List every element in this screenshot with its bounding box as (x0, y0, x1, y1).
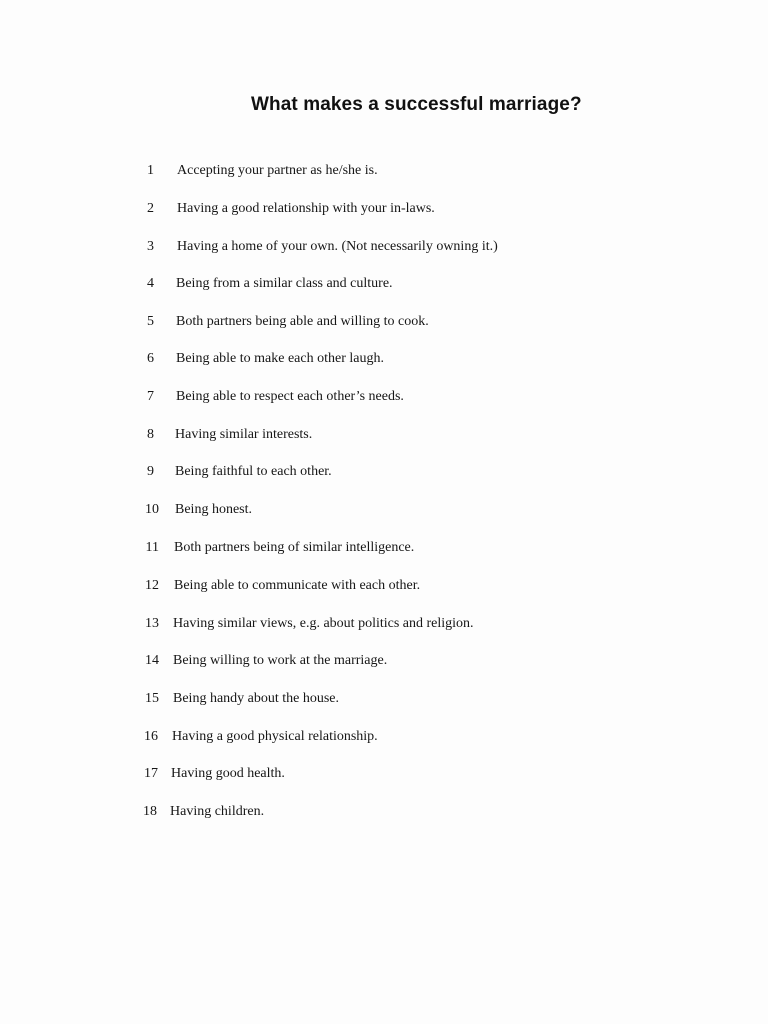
item-text: Being honest. (175, 502, 252, 517)
item-text: Being able to make each other laugh. (176, 351, 384, 366)
item-text: Having children. (170, 804, 265, 819)
item-text: Being willing to work at the marriage. (173, 653, 388, 668)
item-number: 12 (145, 578, 159, 593)
item-text: Accepting your partner as he/she is. (177, 163, 378, 178)
page-title: What makes a successful marriage? (251, 94, 582, 115)
item-text: Having good health. (171, 766, 285, 781)
item-text: Both partners being of similar intelligence. (174, 540, 415, 555)
item-number: 3 (147, 239, 154, 254)
item-text: Having similar views, e.g. about politics and religion. (173, 616, 474, 631)
item-text: Having a good relationship with your in-laws. (177, 201, 435, 216)
item-number: 9 (147, 464, 154, 479)
item-number: 14 (145, 653, 159, 668)
item-number: 6 (147, 351, 154, 366)
item-number: 1 (147, 163, 154, 178)
item-text: Being from a similar class and culture. (176, 276, 393, 291)
item-number: 16 (144, 729, 158, 744)
item-text: Being faithful to each other. (175, 464, 332, 479)
item-number: 4 (147, 276, 154, 291)
item-text: Being able to respect each other’s needs. (176, 389, 404, 404)
item-number: 5 (147, 314, 154, 329)
item-text: Having similar interests. (175, 427, 313, 442)
item-text: Being handy about the house. (173, 691, 340, 706)
item-text: Being able to communicate with each other. (174, 578, 421, 593)
item-number: 7 (147, 389, 154, 404)
item-number: 13 (145, 616, 159, 631)
item-number: 15 (145, 691, 159, 706)
item-text: Having a home of your own. (Not necessarily owning it.) (177, 239, 498, 254)
item-number: 17 (144, 766, 158, 781)
item-text: Both partners being able and willing to cook. (176, 314, 429, 329)
item-number: 11 (145, 540, 159, 555)
item-text: Having a good physical relationship. (172, 729, 378, 744)
item-number: 2 (147, 201, 154, 216)
item-number: 10 (145, 502, 159, 517)
item-number: 8 (147, 427, 154, 442)
item-number: 18 (143, 804, 157, 819)
